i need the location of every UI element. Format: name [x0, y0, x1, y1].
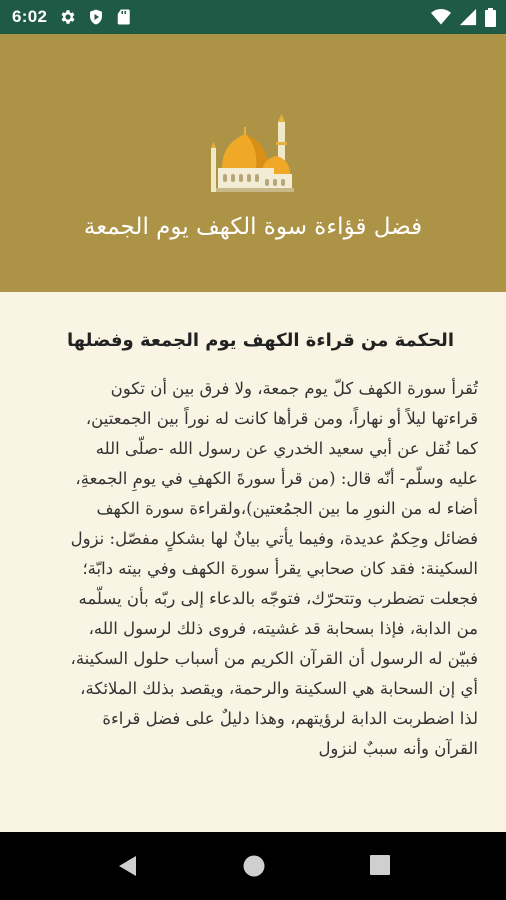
home-icon[interactable]: [242, 854, 266, 882]
battery-icon: [485, 8, 496, 27]
navigation-bar: [0, 832, 506, 900]
article-content[interactable]: [0, 292, 506, 832]
article-body: تُقرأ سورة الكهف كلّ يوم جمعة، ولا فرق بين أن تكون قراءتها ليلاً أو نهاراً، ومن قرأها كانت له نوراً بين الجمعتين، كما نُقل عن أبي سعيد الخدري عن رسول الله -صلّى الله عليه وسلّم- أنّه قال: (من قرأ سورةَ الكهفِ في يومِ الجمعةِ، أضاء له من النورِ ما بين الجمُعتين)،ولقراءة سورة الكهف فضائل وحِكمٌ عديدة، وفيما يأتي بيانٌ لها بشكلٍ مفصّل: نزول السكينة: فقد كان صحابي يقرأ سورة الكهف وفي بيته دابّة؛ فجعلت تضطرب وتتحرّك، فتوجّه بالدعاء إلى ربّه بأن يسلّمه من الدابة، فإذا بسحابة قد غشيته، فروى ذلك لرسول الله، فبيّن له الرسول أن القرآن الكريم من أسباب حلول السكينة، أي إن السحابة هي السكينة والرحمة، ويقصد بذلك الملائكة، لذا اضطربت الدابة لرؤيتهم، وهذا دليلٌ على فضل قراءة القرآن وأنه سببٌ لنزول: [70, 379, 478, 758]
shield-play-icon: [87, 8, 105, 26]
status-icons-left: [59, 8, 131, 26]
status-bar-left: [12, 7, 131, 27]
article-heading: الحكمة من قراءة الكهف يوم الجمعة وفضلها: [67, 330, 454, 351]
sd-card-icon: [115, 8, 131, 26]
signal-icon: [459, 8, 477, 26]
recents-icon[interactable]: [369, 854, 391, 880]
back-icon[interactable]: [116, 854, 138, 882]
app-header: [0, 34, 506, 292]
gear-icon: [59, 8, 77, 26]
page-title: فضل قؤاءة سوة الكهف يوم الجمعة: [83, 214, 423, 240]
status-bar: [0, 0, 506, 34]
status-time: 6:02: [12, 7, 48, 26]
status-bar-right: [431, 8, 496, 27]
mosque-icon: [208, 112, 298, 198]
wifi-icon: [431, 8, 451, 26]
